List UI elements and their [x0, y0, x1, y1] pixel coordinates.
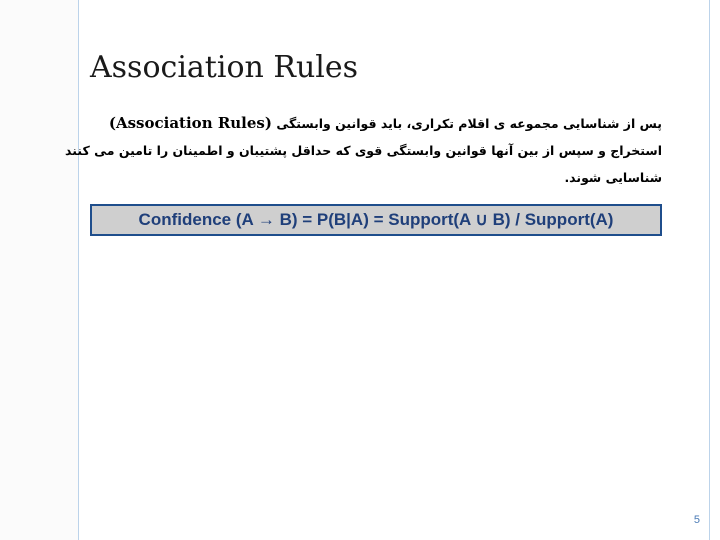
- confidence-formula-box: [90, 204, 662, 236]
- paragraph-line-2: استخراج و سپس از بین آنها قوانین وابستگی قوی که حداقل پشتیبان و اطمینان را تامین می کنند: [65, 143, 662, 158]
- page-number: 5: [693, 514, 700, 526]
- confidence-formula: Confidence (A → B) = P(B|A) = Support(A ∪ B) / Support(A): [138, 210, 614, 229]
- slide-title: Association Rules: [90, 50, 359, 85]
- paragraph-line-3: شناسایی شوند.: [564, 170, 662, 185]
- paragraph-line-1-text: پس از شناسایی مجموعه ی اقلام تکراری، باید قوانین وابستگی: [271, 116, 662, 131]
- paragraph-line-1: [92, 110, 662, 137]
- left-margin-band: [0, 0, 78, 540]
- slide-paragraph: [65, 110, 662, 191]
- association-rules-term: (Association Rules): [108, 114, 272, 132]
